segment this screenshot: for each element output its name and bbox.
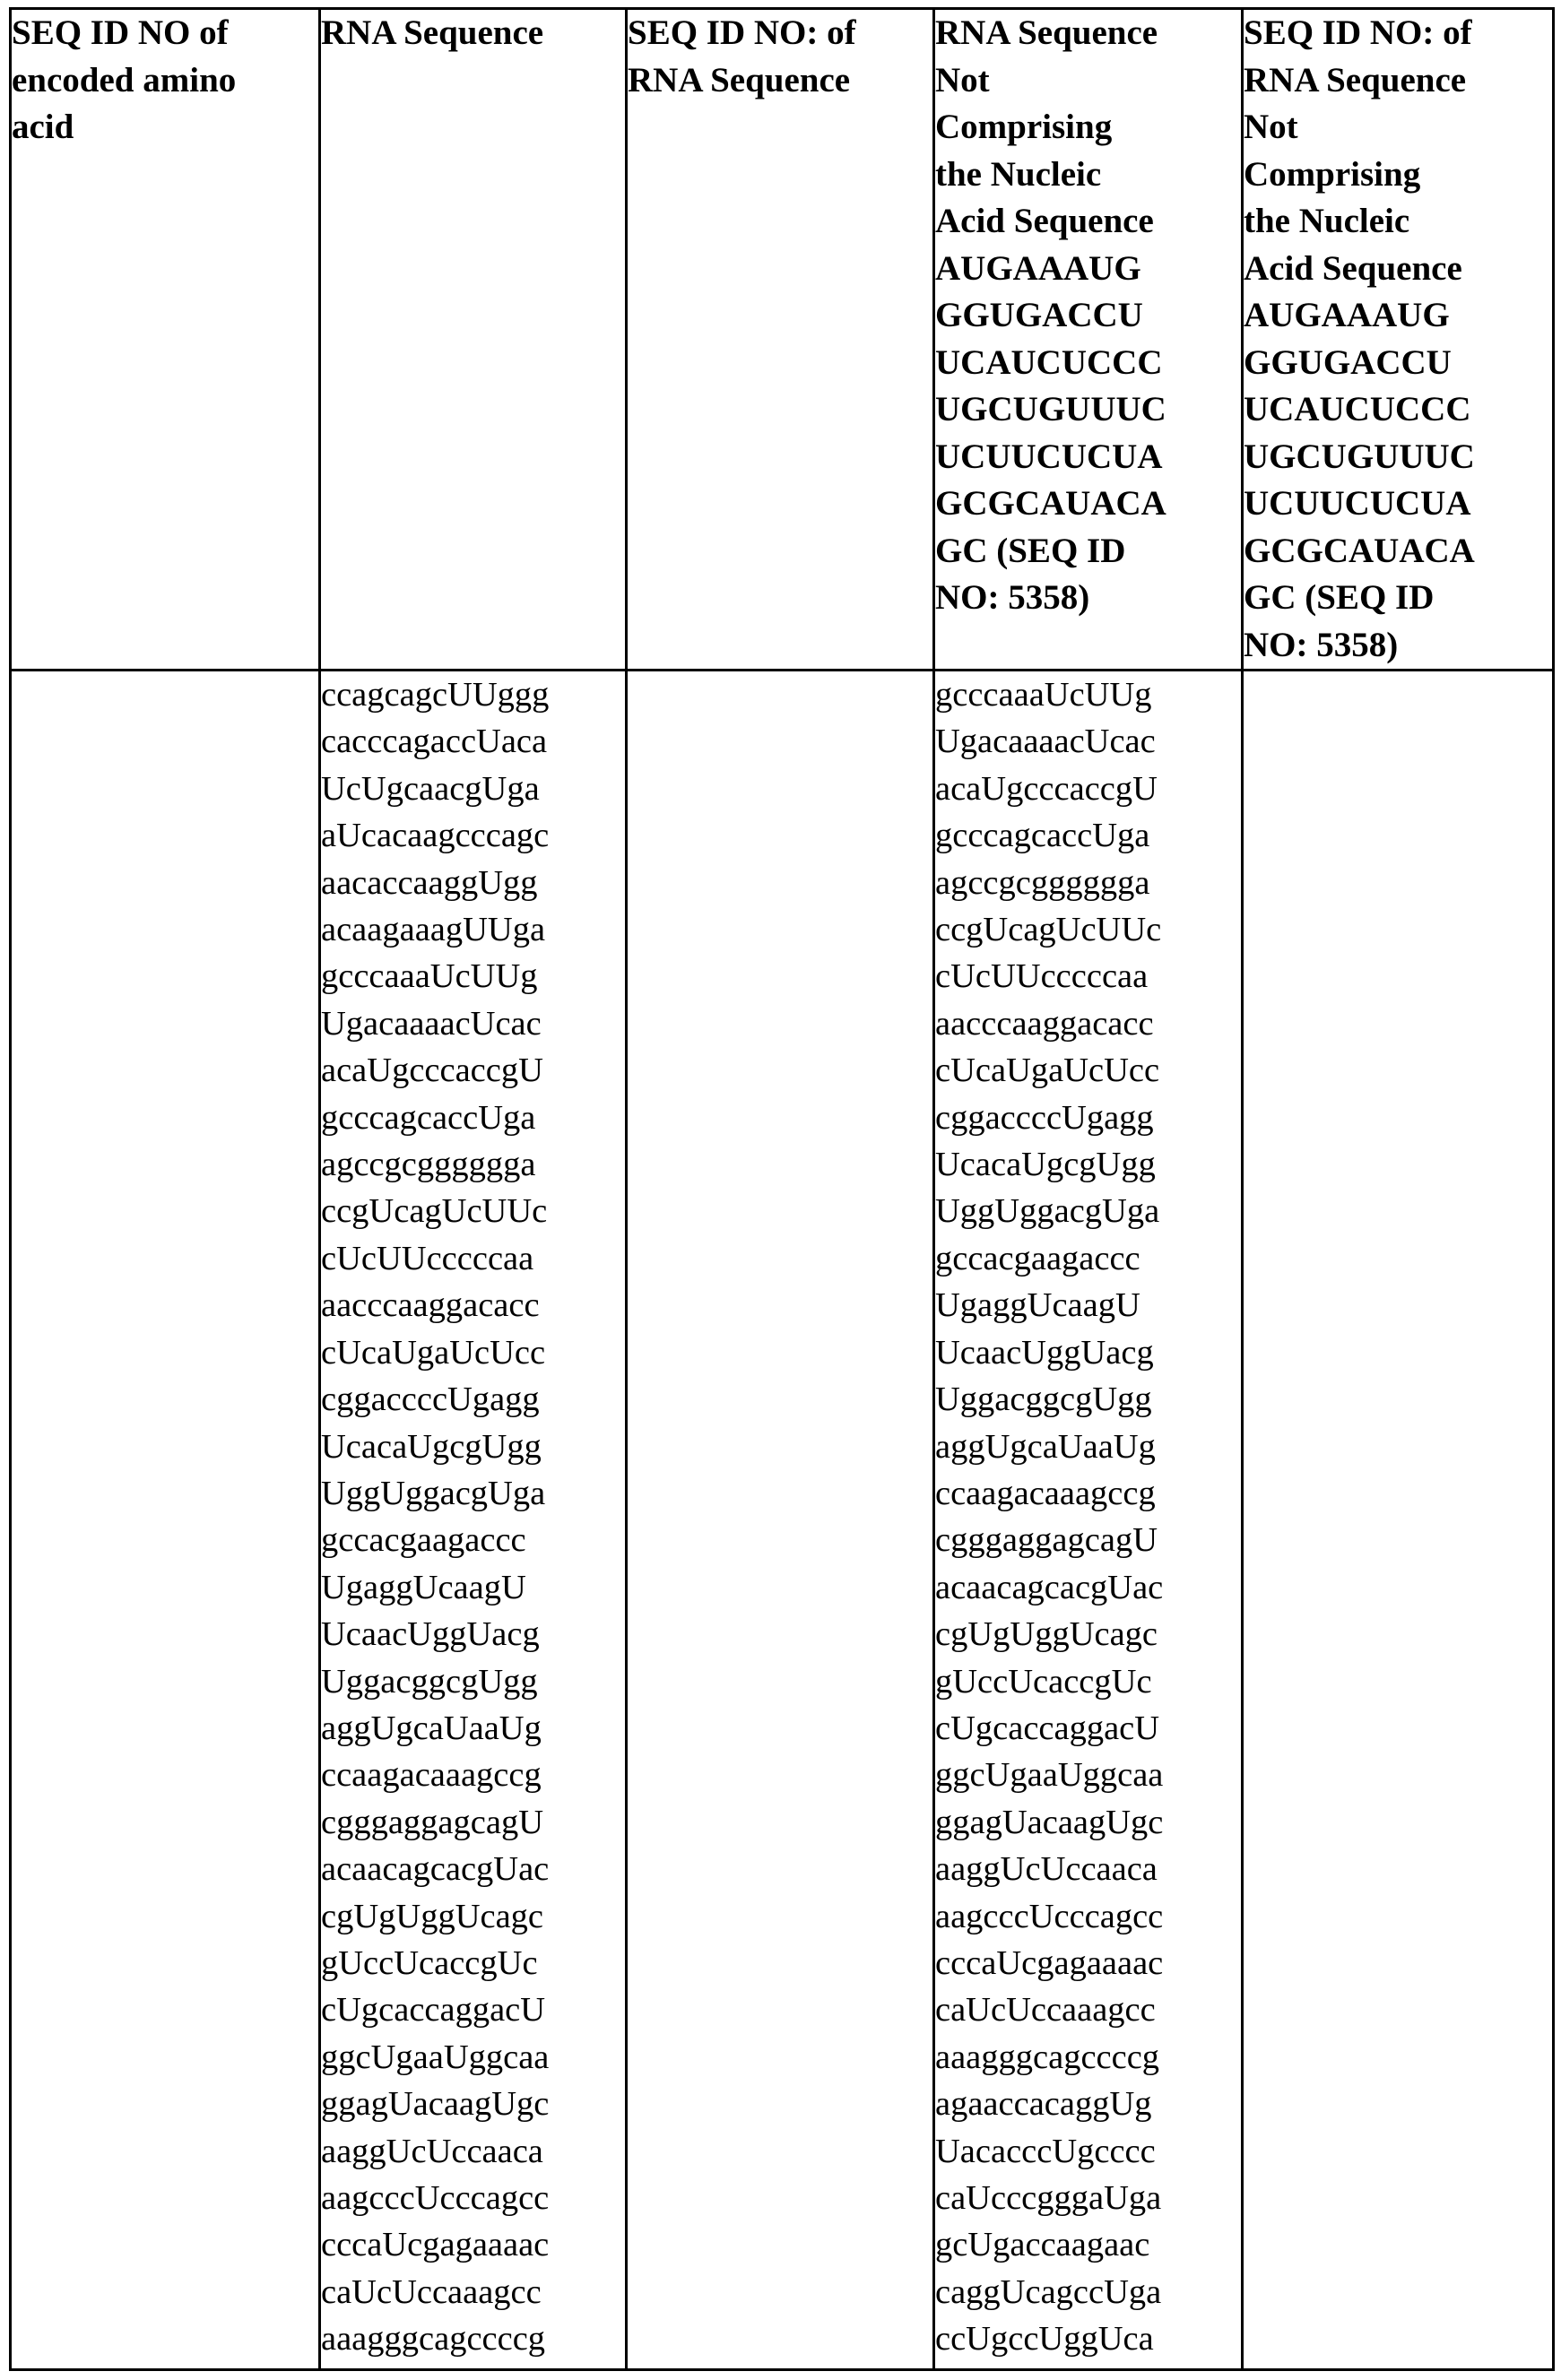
header-line: Acid Sequence	[1244, 248, 1462, 288]
sequence-line: gccacgaagaccc	[935, 1239, 1140, 1277]
header-line: the Nucleic	[1244, 202, 1410, 240]
sequence-line: UgacaaaacUcac	[321, 1004, 542, 1043]
sequence-line: ccgUcagUcUUc	[935, 911, 1162, 949]
sequence-line: acaUgcccaccgU	[935, 769, 1158, 808]
sequence-line: UcUgcaacgUga	[321, 769, 540, 808]
sequence-line: ggagUacaagUgc	[321, 2085, 550, 2124]
header-line: RNA Sequence	[1244, 60, 1467, 100]
sequence-line: aaggUcUccaaca	[935, 1850, 1158, 1889]
sequence-line: UggacggcgUgg	[935, 1380, 1152, 1419]
cell-seq-id-amino-acid	[11, 671, 320, 2370]
header-line: GGUGACCU	[1244, 342, 1452, 382]
header-line: RNA Sequence	[935, 13, 1158, 52]
header-line: Comprising	[935, 108, 1113, 146]
header-line: GC (SEQ ID	[935, 531, 1126, 570]
header-line: SEQ ID NO: of	[628, 13, 856, 52]
sequence-line: gcccagcaccUga	[321, 1098, 536, 1137]
sequence-line: aaagggcagccccg	[321, 2320, 546, 2358]
header-line: SEQ ID NO of	[12, 13, 229, 52]
sequence-line: UcacaUgcgUgg	[321, 1427, 542, 1466]
sequence-line: aacccaaggacacc	[935, 1004, 1154, 1043]
sequence-line: cUcaUgaUcUcc	[321, 1333, 546, 1372]
sequence-line: UacacccUgcccc	[935, 2132, 1156, 2170]
sequence-line: agaaccacaggUg	[935, 2085, 1152, 2124]
sequence-line: gcccaaaUcUUg	[321, 957, 538, 996]
sequence-line: caggUcagccUga	[935, 2272, 1162, 2311]
sequence-line: cggaccccUgagg	[321, 1380, 540, 1419]
header-line: UCUUCUCUA	[935, 437, 1163, 476]
header-line: AUGAAAUG	[1244, 296, 1450, 334]
sequence-line: cUgcaccaggacU	[935, 1709, 1160, 1747]
sequence-line: gcUgaccaagaac	[935, 2226, 1150, 2264]
header-rna-not-comprising	[934, 9, 1243, 671]
table-row	[11, 671, 1554, 2370]
cell-rna-not-comprising	[934, 671, 1243, 2370]
cell-seq-id-rna-not-comprising	[1243, 671, 1554, 2370]
header-line: Not	[1244, 108, 1298, 146]
header-line: encoded amino	[12, 60, 237, 100]
sequence-line: cggaccccUgagg	[935, 1098, 1154, 1137]
sequence-line: aacaccaaggUgg	[321, 863, 538, 902]
sequence-line: cgggaggagcagU	[935, 1521, 1158, 1560]
header-line: NO: 5358)	[1244, 625, 1399, 664]
sequence-line: gUccUcaccgUc	[935, 1662, 1152, 1701]
header-rna-sequence	[320, 9, 627, 671]
sequence-line: cUcUUcccccaa	[935, 957, 1149, 996]
header-seq-id-amino-acid	[11, 9, 320, 671]
sequence-line: UggUggacgUga	[321, 1474, 546, 1512]
sequence-line: UgacaaaacUcac	[935, 723, 1156, 761]
sequence-line: cgUgUggUcagc	[321, 1897, 544, 1935]
sequence-line: cacccagaccUaca	[321, 723, 548, 761]
header-line: NO: 5358)	[935, 578, 1090, 617]
header-line: AUGAAAUG	[935, 248, 1141, 288]
sequence-line: ggcUgaaUggcaa	[935, 1756, 1164, 1795]
sequence-line: cgUgUggUcagc	[935, 1615, 1158, 1654]
sequence-line: UggUggacgUga	[935, 1192, 1160, 1231]
header-line: GGUGACCU	[935, 296, 1143, 334]
header-line: RNA Sequence	[321, 13, 544, 52]
sequence-line: UcacaUgcgUgg	[935, 1146, 1156, 1184]
sequence-line: aUcacaagcccagc	[321, 817, 550, 855]
sequence-line: ccaagacaaagccg	[935, 1474, 1156, 1512]
sequence-line: cUcaUgaUcUcc	[935, 1052, 1160, 1090]
header-line: GCGCAUACA	[1244, 531, 1475, 570]
cell-rna-sequence	[320, 671, 627, 2370]
sequence-line: aacccaaggacacc	[321, 1286, 540, 1325]
sequence-line: ggagUacaagUgc	[935, 1803, 1164, 1841]
sequence-line: caUcccgggaUga	[935, 2179, 1162, 2217]
header-line: RNA Sequence	[628, 60, 851, 100]
header-row	[11, 9, 1554, 671]
sequence-line: agccgcgggggga	[321, 1146, 536, 1184]
header-line: UCAUCUCCC	[1244, 390, 1471, 428]
sequence-line: aagcccUcccagcc	[321, 2179, 550, 2217]
header-line: SEQ ID NO: of	[1244, 13, 1472, 52]
sequence-line: cgggaggagcagU	[321, 1803, 543, 1841]
sequence-line: cUcUUcccccaa	[321, 1239, 534, 1277]
sequence-line: gUccUcaccgUc	[321, 1943, 538, 1982]
sequence-line: acaagaaagUUga	[321, 911, 546, 949]
sequence-line: ggcUgaaUggcaa	[321, 2038, 550, 2076]
sequence-line: cccaUcgagaaaac	[321, 2226, 550, 2264]
sequence-line: aggUgcaUaaUg	[321, 1709, 542, 1747]
sequence-line: UgaggUcaagU	[321, 1568, 526, 1606]
sequence-line: agccgcgggggga	[935, 863, 1150, 902]
sequence-line: UcaacUggUacg	[321, 1615, 540, 1654]
sequence-line: acaUgcccaccgU	[321, 1052, 543, 1090]
sequence-line: cccaUcgagaaaac	[935, 1943, 1164, 1982]
sequence-line: gccacgaagaccc	[321, 1521, 526, 1560]
sequence-line: aggUgcaUaaUg	[935, 1427, 1156, 1466]
header-line: Not	[935, 60, 990, 100]
header-line: GCGCAUACA	[935, 484, 1166, 523]
header-seq-id-rna-sequence	[627, 9, 934, 671]
header-seq-id-rna-not-comprising	[1243, 9, 1554, 671]
sequence-line: aaggUcUccaaca	[321, 2132, 543, 2170]
header-line: GC (SEQ ID	[1244, 578, 1435, 617]
sequence-table	[9, 7, 1555, 2371]
header-line: UGCUGUUUC	[935, 390, 1166, 428]
sequence-line: gcccagcaccUga	[935, 817, 1150, 855]
sequence-line: gcccaaaUcUUg	[935, 676, 1152, 714]
sequence-line: ccagcagcUUggg	[321, 676, 550, 714]
sequence-line: UgaggUcaagU	[935, 1286, 1140, 1325]
sequence-line: caUcUccaaagcc	[321, 2272, 542, 2311]
cell-seq-id-rna-sequence	[627, 671, 934, 2370]
sequence-line: ccgUcagUcUUc	[321, 1192, 548, 1231]
sequence-line: caUcUccaaagcc	[935, 1991, 1156, 2029]
header-line: acid	[12, 108, 74, 146]
header-line: Acid Sequence	[935, 202, 1154, 240]
sequence-line: ccaagacaaagccg	[321, 1756, 542, 1795]
sequence-line: UggacggcgUgg	[321, 1662, 538, 1701]
header-line: Comprising	[1244, 154, 1421, 194]
sequence-line: acaacagcacgUac	[935, 1568, 1164, 1606]
header-line: UGCUGUUUC	[1244, 437, 1475, 476]
sequence-line: ccUgccUggUca	[935, 2320, 1154, 2358]
header-line: the Nucleic	[935, 154, 1102, 194]
sequence-line: cUgcaccaggacU	[321, 1991, 546, 2029]
header-line: UCAUCUCCC	[935, 342, 1163, 382]
header-line: UCUUCUCUA	[1244, 484, 1471, 523]
sequence-line: UcaacUggUacg	[935, 1333, 1154, 1372]
sequence-line: aagcccUcccagcc	[935, 1897, 1164, 1935]
sequence-line: acaacagcacgUac	[321, 1850, 550, 1889]
sequence-line: aaagggcagccccg	[935, 2038, 1160, 2076]
